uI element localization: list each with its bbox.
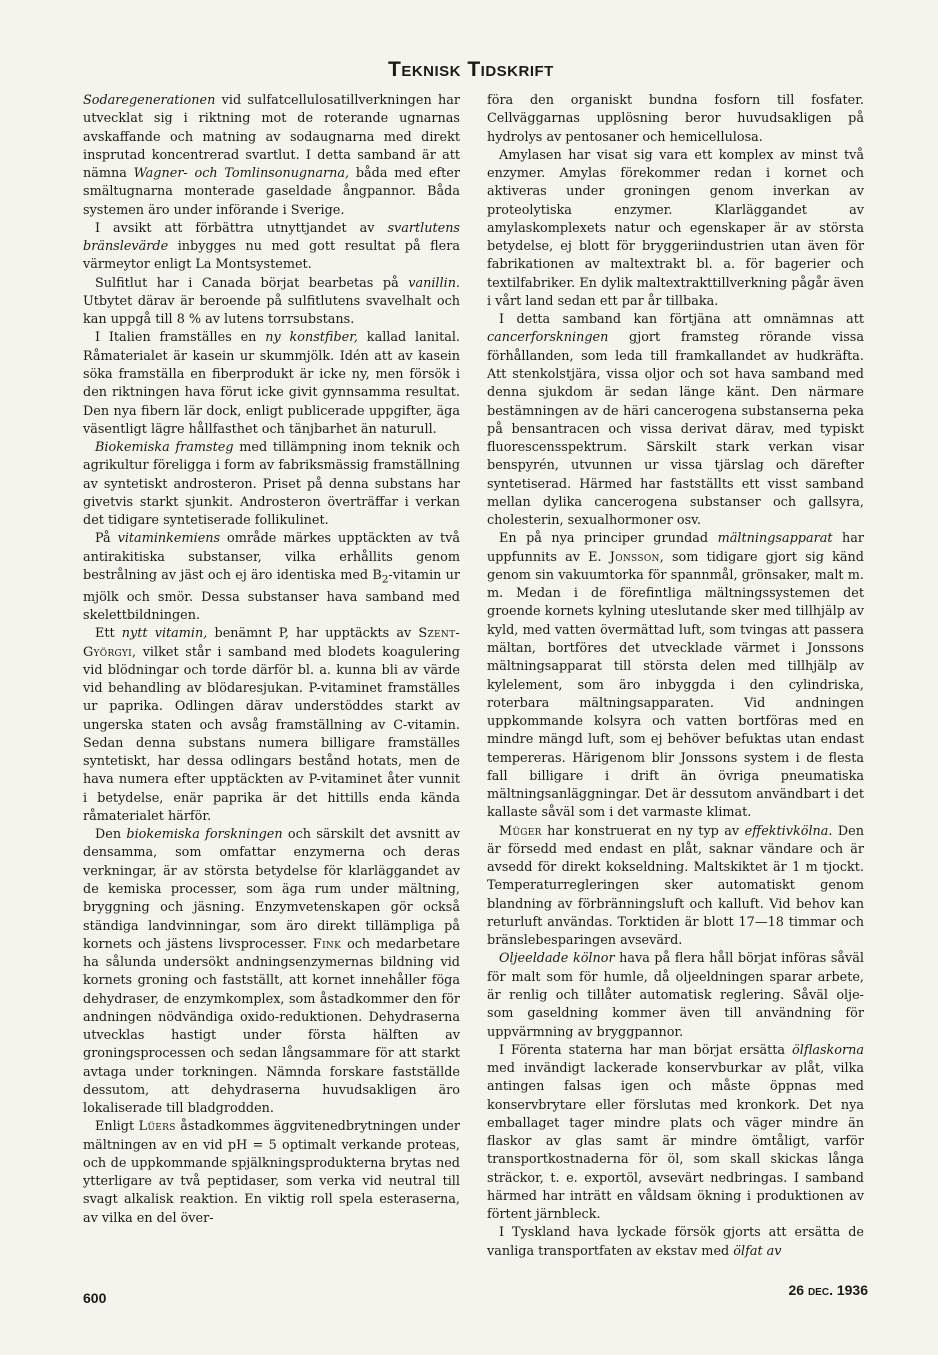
author-name: Müger — [499, 823, 542, 839]
paragraph: I avsikt att förbättra utnyttjandet av svartlutens bränslevärde inbygges nu med gott resultat på flera värmeytor enligt La Montsystemet. — [83, 220, 460, 273]
author-name: Szent-Györgyi — [83, 626, 460, 660]
paragraph: På vitaminkemiens område märkes upptäckten av två antirakitiska substanser, vilka erhållits genom bestrålning av jäst och ej äro identiska med $B_2$-vitamin ur mjölk och smör. Dessa substanser hava samband med skelettbildningen. — [83, 531, 460, 623]
paragraph: I Tyskland hava lyckade försök gjorts att ersätta de vanliga transportfaten av ekstav med ölfat av — [487, 1225, 864, 1259]
paragraph: I detta samband kan förtjäna att omnämnas att cancerforskningen gjort framsteg rörande vissa förhållanden, som leda till framkallandet av hudkräfta. Att stenkolstjära, vissa oljor och sot hava samband med denna sjukdom är sedan länge känt. Den närmare bestämningen av de häri cancerogena substanserna peka på bensantracen och vissa derivat därav, med typiskt fluorescensspektrum. Särskilt stark verkan visar benspyrén, utvunnen ur vissa tjärslag och därefter syntetiserad. Härmed har fastställts ett visst samband mellan dylika cancerogena substanser och gallsyra, cholesterin, sexualhormoner osv. — [487, 312, 864, 529]
paragraph: En på nya principer grundad mältningsapparat har uppfunnits av E. Jonsson, som tidigare gjort sig känd genom sin vakuumtorka för spannmål, grönsaker, malt m. m. Medan i de förefintliga mältningssystemen det groende kornets kylning uteslutande sker med tillhjälp av kyld, med vatten övermättad luft, som tvingas att passera mältan, bortföres det utvecklade värmet i Jonssons mältningsapparat till största delen med tillhjälp av kylelement, som äro inbyggda i den cylindriska, roterbara mältningsapparaten. Vid andningen uppkommande kolsyra och vatten bortföras med en mindre mängd luft, som ej behöver befuktas utan endast tempereras. Härigenom blir Jonssons system i de flesta fall billigare i drift än övriga pneumatiska mältningsanläggningar. Det är dessutom användbart i det kallaste såväl som i det varmaste klimat. — [487, 531, 864, 821]
paragraph: Oljeeldade kölnor hava på flera håll börjat införas såväl för malt som för humle, då oljeeldningen sparar arbete, är renlig och tillåter automatisk reglering. Såväl olje- som gaseldning kommer även till användning för uppvärmning av bryggpannor. — [487, 951, 864, 1040]
topic-term: vanillin. — [408, 275, 460, 291]
paragraph: Sodaregenerationen vid sulfatcellulosatillverkningen har utvecklat sig i riktning mot de roterande ugnarnas avskaffande och matning av sodaugnarna med direkt insprutad koncentrerad svartlut. I detta samband är att nämna Wagner- och Tomlinsonugnarna, båda med efter smältugnarna monterade gaseldade ångpannor. Båda systemen äro under införande i Sverige. — [83, 93, 460, 218]
topic-term: biokemiska forskningen — [126, 827, 283, 843]
paragraph: Müger har konstruerat en ny typ av effektivkölna. Den är försedd med endast en plåt, saknar vändare och är avsedd för direkt kokseldning. Maltskiktet är 1 m tjockt. Temperaturregleringen sker automatiskt genom blandning av förbränningsluft och kalluft. Vid behov kan returluft användas. Torktiden är blott 17—18 timmar och bränslebesparingen avsevärd. — [487, 823, 864, 949]
topic-term: nytt vitamin, — [121, 626, 208, 642]
paragraph: Biokemiska framsteg med tillämpning inom teknik och agrikultur föreligga i form av fabriksmässig framställning av syntetiskt androsteron. Priset på denna substans har givetvis starkt sjunkit. Androsteron överträffar i verkan det tidigare syntetiserade follikulinet. — [83, 440, 460, 529]
issue-date: 26 dec. 1936 — [788, 1282, 868, 1298]
paragraph: Sulfitlut har i Canada börjat bearbetas på vanillin. Utbytet därav är beroende på sulfitlutens svavelhalt och kan uppgå till 8 % av lutens torrsubstans. — [83, 275, 460, 328]
paragraph: Enligt Lüers åstadkommes äggvitenedbrytningen under mältningen av en vid pH = 5 optimalt verkande proteas, och de uppkommande spjälkningsprodukterna brytas ned ytterligare av två peptidaser, som verka vid neutral till svagt alkalisk reaktion. En viktig roll spela esteraserna, av vilka en del över- — [83, 1119, 461, 1226]
topic-term: mältningsapparat — [717, 531, 833, 547]
topic-term: Oljeeldade kölnor — [499, 951, 615, 967]
paragraph: Ett nytt vitamin, benämnt P, har upptäckts av Szent-Györgyi, vilket står i samband med blodets koagulering vid blödningar och torde därför bl. a. kunna bli av värde vid behandling av blödaresjukan. P-vitaminet framställes ur paprika. Odlingen därav understöddes starkt av ungerska staten och avsåg framställning av C-vitamin. Sedan denna substans numera billigare framställes syntetiskt, har dessa odlingars bestånd hotats, men de hava numera efter upptäckten av P-vitaminet åter vunnit i betydelse, enär paprika är det hittills enda kända råmaterialet härför. — [83, 626, 460, 824]
left-column — [83, 92, 460, 1228]
topic-term: vitaminkemiens — [117, 531, 221, 547]
topic-term: Biokemiska framsteg — [95, 440, 234, 456]
topic-term: Wagner- och Tomlinsonugnarna, — [133, 166, 350, 182]
paragraph: Den biokemiska forskningen och särskilt det avsnitt av densamma, som omfattar enzymerna och deras verkningar, är av största betydelse för klarläggandet av de kemiska processer, som äga rum under mältning, bryggning och jäsning. Enzymvetenskapen gör också ständiga landvinningar, som äro direkt tillämpliga på kornets och jästens livsprocesser. Fink och medarbetare ha sålunda undersökt andningsenzymernas bildning vid kornets groning och fastställt, att kornet innehåller föga dehydraser, de enzymkomplex, som åstadkommer den för andningen nödvändiga oxido-reduktionen. Dehydraserna utvecklas hastigt under första hälften av groningsprocessen och sedan långsammare för att starkt avtaga under torkningen. Nämnda forskare fastställde dessutom, att dehydraserna huvudsakligen äro lokaliserade till bladgrodden. — [83, 827, 460, 1117]
topic-term: ölfat av — [733, 1243, 782, 1259]
paragraph: I Förenta staterna har man börjat ersätta ölflaskorna med invändigt lackerade konservburkar av plåt, vilka antingen falsas igen och måste öppnas med konservbrytare eller förslutas med kronkork. Det nya emballaget tager mindre plats och väger mindre än flaskor av glas samt är mindre ömtåligt, varför transportkostnaderna för öl, som skall skickas långa sträckor, t. e. exportöl, avsevärt nedbringas. I samband härmed har inträtt en våldsam ökning i produktionen av förtent järnbleck. — [487, 1042, 864, 1223]
topic-term: effektivkölna. — [744, 823, 833, 839]
topic-term: Sodaregenerationen — [83, 93, 216, 108]
author-name: Fink — [312, 936, 342, 952]
paragraph: Amylasen har visat sig vara ett komplex av minst två enzymer. Amylas förekommer redan i kornet och aktiveras under groningen genom inverkan av proteolytiska enzymer. Klarläggandet av amylaskomplexets natur och egenskaper är av största betydelse, ej blott för bryggeriindustrien utan även för fabrikationen av maltextrakt bl. a. för bagerier och textilfabriker. En dylik maltextrakttillverkning pågår även i vårt land sedan ett par år tillbaka. — [487, 147, 864, 309]
author-name: Lüers — [138, 1119, 176, 1135]
topic-term: ny konstfiber, — [265, 330, 358, 346]
page-number: 600 — [83, 1290, 107, 1306]
journal-title: Teknisk Tidskrift — [388, 58, 554, 81]
paragraph: I Italien framställes en ny konstfiber, kallad lanital. Råmaterialet är kasein ur skummjölk. Idén att av kasein söka framställa en fiberprodukt är icke ny, men försök i den riktningen hava förut icke givit gynnsamma resultat. Den nya fibern lär dock, enligt publicerade uppgifter, äga väsentligt lägre hållfasthet och tänjbarhet än naturull. — [83, 330, 460, 437]
topic-term: ölflaskorna — [792, 1042, 864, 1058]
author-name: Jonsson — [609, 549, 660, 565]
paragraph: föra den organiskt bundna fosforn till fosfater. Cellväggarnas upplösning beror huvudsakligen på hydrolys av pentosaner och hemicellulosa. — [487, 93, 864, 145]
right-column — [487, 92, 864, 1261]
topic-term: svartlutens bränslevärde — [83, 220, 460, 255]
topic-term: cancerforskningen — [487, 330, 609, 346]
